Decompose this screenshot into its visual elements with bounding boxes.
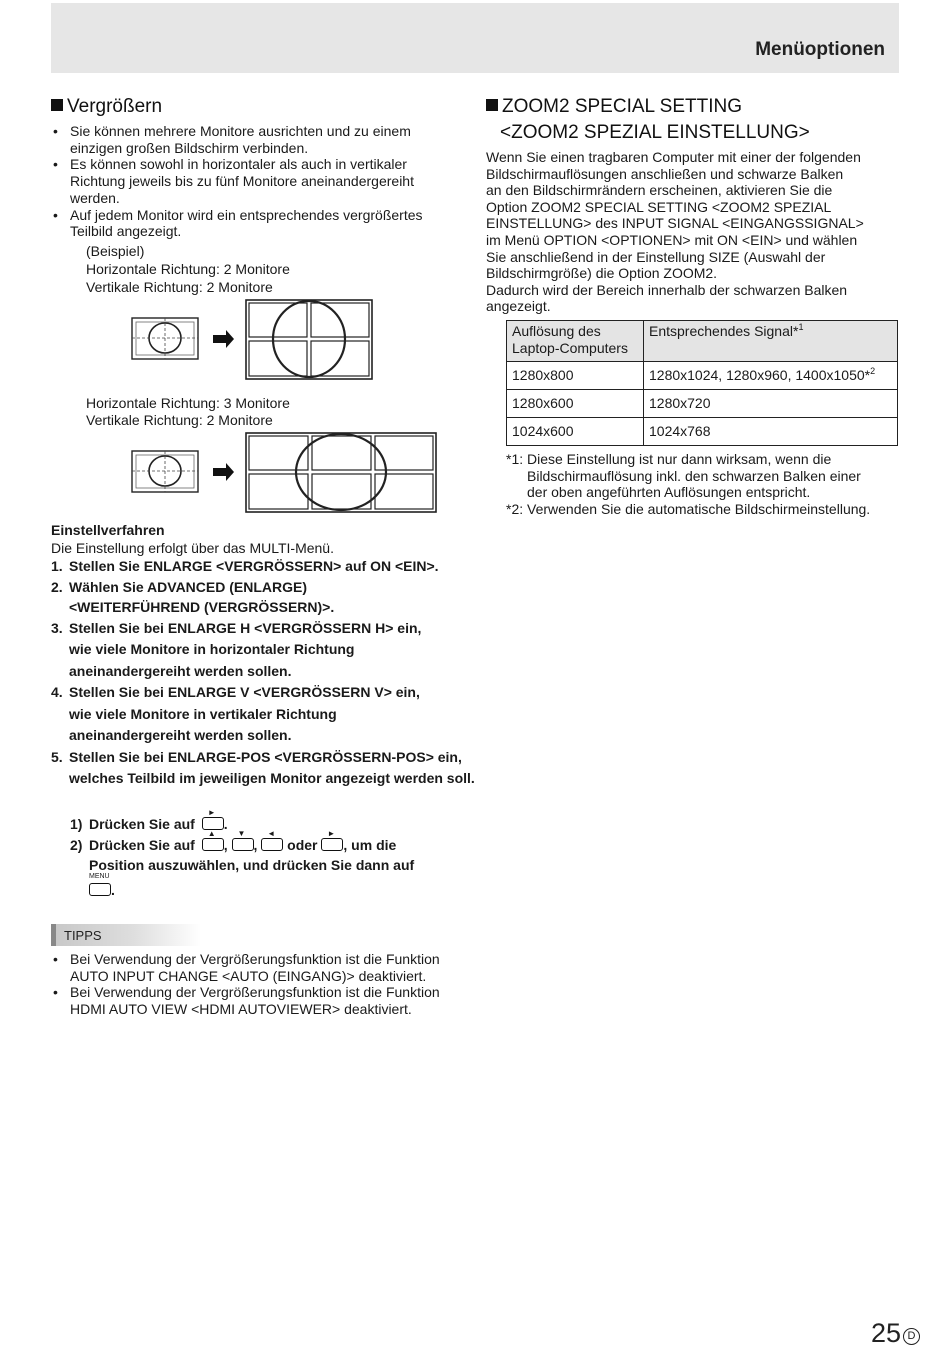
footnote-marker: *2: <box>506 500 524 517</box>
paragraph-line: Sie anschließend in der Einstellung SIZE (Auswahl der <box>486 248 826 265</box>
paragraph-line: Bildschirmgröße) die Option ZOOM2. <box>486 265 718 282</box>
footnote-line: Verwenden Sie die automatische Bildschirmeinstellung. <box>527 500 871 517</box>
square-bullet-icon <box>486 99 498 111</box>
tips-accent <box>51 924 56 946</box>
page-number-text: 25 <box>870 1318 901 1348</box>
page-number <box>871 1318 920 1349</box>
resolution-signal-table <box>506 320 898 446</box>
section-heading-enlarge <box>51 94 162 120</box>
section-heading-zoom2 <box>486 94 742 120</box>
footnote-mark: 1 <box>798 322 804 332</box>
example1-vertical: Vertikale Richtung: 2 Monitore <box>86 279 273 295</box>
procedure-substeps <box>70 808 415 899</box>
tips-label: TIPPS <box>64 928 102 943</box>
footnote-marker: *1: <box>506 451 524 467</box>
tips-list <box>51 951 471 1018</box>
header-line: Auflösung des <box>512 323 601 339</box>
paragraph-line: Wenn Sie einen tragbaren Computer mit einer der folgenden <box>486 149 861 165</box>
table-footnotes <box>506 451 870 517</box>
enlarge-2x2-diagram <box>130 298 375 382</box>
right-arrow-button-icon <box>321 829 343 851</box>
section-heading-text: Vergrößern <box>67 96 163 117</box>
list-item: • Bei Verwendung der Vergrößerungsfunktion ist die Funktion AUTO INPUT CHANGE <AUTO (EINGANG)> deaktiviert. <box>51 951 471 984</box>
table-row <box>507 418 898 446</box>
table-cell: 1024x600 <box>507 418 644 446</box>
substep-2-menu: MENU . <box>89 873 115 898</box>
table-cell <box>644 362 898 390</box>
paragraph-line: Option ZOOM2 SPECIAL SETTING <ZOOM2 SPEZIAL <box>486 198 832 215</box>
table-row <box>507 390 898 418</box>
substep-text: Drücken Sie auf <box>89 837 195 853</box>
substep-2-cont <box>70 856 414 875</box>
list-item: • Auf jedem Monitor wird ein entsprechendes vergrößertes Teilbild angezeigt. <box>51 207 451 240</box>
substep-or-text: oder <box>287 837 318 853</box>
down-arrow-button-icon <box>232 829 254 851</box>
substep-text: Position auszuwählen, und drücken Sie dann auf <box>89 857 415 873</box>
substep-2: 2) Drücken Sie auf ▲ , ▼ , ◄ oder ► , um die <box>70 829 397 853</box>
header-text: Entsprechendes Signal* <box>649 323 799 339</box>
procedure-step: 2. Wählen Sie ADVANCED (ENLARGE) <WEITERFÜHREND (VERGRÖSSERN)>. <box>51 578 335 615</box>
zoom2-description <box>486 149 864 315</box>
table-header-row <box>507 321 898 362</box>
paragraph-line: angezeigt. <box>486 298 551 315</box>
list-item: • Sie können mehrere Monitore ausrichten und zu einem einzigen großen Bildschirm verbinden. <box>51 123 451 156</box>
paragraph-line: Dadurch wird der Bereich innerhalb der schwarzen Balken <box>486 281 848 298</box>
language-mark-icon: D <box>903 1328 920 1345</box>
paragraph-line: Bildschirmauflösungen anschließen und schwarze Balken <box>486 165 844 182</box>
left-triangle-icon: ◄ <box>267 829 276 838</box>
procedure-title: Einstellverfahren <box>51 522 165 538</box>
down-triangle-icon: ▼ <box>237 829 246 838</box>
procedure-step: 4. Stellen Sie bei ENLARGE V <VERGRÖSSERN V> ein, wie viele Monitore in vertikaler Richtung aneinandergereiht werden sollen. <box>51 684 420 743</box>
table-row <box>507 362 898 390</box>
procedure-step-text: Stellen Sie ENLARGE <VERGRÖSSERN> auf ON <EIN>. <box>69 558 439 574</box>
table-cell: 1280x800 <box>507 362 644 390</box>
footnote <box>506 501 870 518</box>
example2-horizontal: Horizontale Richtung: 3 Monitore <box>86 395 290 411</box>
footnote-mark: 2 <box>870 366 876 376</box>
square-bullet-icon <box>51 99 63 111</box>
table-cell: 1280x720 <box>644 390 898 418</box>
procedure-step: 3. Stellen Sie bei ENLARGE H <VERGRÖSSERN H> ein, wie viele Monitore in horizontaler Richtung aneinandergereiht werden sollen. <box>51 619 422 679</box>
procedure-step: 1. Stellen Sie ENLARGE <VERGRÖSSERN> auf ON <EIN>. <box>51 558 439 574</box>
example-label: (Beispiel) <box>86 243 145 259</box>
page-header <box>51 3 899 73</box>
procedure-step-text: Wählen Sie ADVANCED (ENLARGE) <WEITERFÜHREND (VERGRÖSSERN)>. <box>69 578 335 615</box>
right-triangle-icon: ► <box>327 829 336 838</box>
list-item: • Es können sowohl in horizontaler als auch in vertikaler Richtung jeweils bis zu fünf Monitore aneinandergereiht werden. <box>51 156 451 206</box>
paragraph-line: an den Bildschirmrändern erscheinen, aktivieren Sie die <box>486 182 833 199</box>
substep-text: Drücken Sie auf <box>89 816 195 832</box>
footnote-line: Bildschirmauflösung inkl. den schwarzen Balken einer <box>527 467 861 484</box>
enlarge-bullet-list <box>51 123 451 240</box>
procedure-intro: Die Einstellung erfolgt über das MULTI-Menü. <box>51 540 334 556</box>
substep-text: , um die <box>343 837 397 853</box>
procedure-step: 5. Stellen Sie bei ENLARGE-POS <VERGRÖSSERN-POS> ein, welches Teilbild im jeweiligen Monitor angezeigt werden soll. <box>51 748 475 786</box>
example1-horizontal: Horizontale Richtung: 2 Monitore <box>86 261 290 277</box>
paragraph-line: EINSTELLUNG> des INPUT SIGNAL <EINGANGSSIGNAL> <box>486 215 864 232</box>
procedure-step-text: Stellen Sie bei ENLARGE V <VERGRÖSSERN V> ein, wie viele Monitore in vertikaler Richtung aneinandergereiht werden sollen. <box>69 684 420 743</box>
table-cell: 1024x768 <box>644 418 898 446</box>
list-item: • Bei Verwendung der Vergrößerungsfunktion ist die Funktion HDMI AUTO VIEW <HDMI AUTOVIEWER> deaktiviert. <box>51 984 471 1017</box>
footnote-line: der oben angeführten Auflösungen entspricht. <box>527 484 811 501</box>
table-header-cell <box>507 321 644 362</box>
procedure-steps <box>51 557 475 790</box>
procedure-step-text: Stellen Sie bei ENLARGE-POS <VERGRÖSSERN-POS> ein, welches Teilbild im jeweiligen Monitor angezeigt werden soll. <box>69 748 475 786</box>
table-header-cell <box>644 321 898 362</box>
enlarge-3x2-diagram <box>130 431 440 515</box>
procedure-step-text: Stellen Sie bei ENLARGE H <VERGRÖSSERN H> ein, wie viele Monitore in horizontaler Richtung aneinandergereiht werden sollen. <box>69 619 422 679</box>
paragraph-line: im Menü OPTION <OPTIONEN> mit ON <EIN> und wählen <box>486 231 858 248</box>
tips-label-bar <box>51 924 201 946</box>
up-triangle-icon: ▲ <box>207 829 216 838</box>
cell-text: 1280x1024, 1280x960, 1400x1050* <box>649 367 871 383</box>
footnote <box>506 451 870 501</box>
menu-button-label: MENU <box>89 873 110 880</box>
right-triangle-icon: ► <box>207 808 216 817</box>
table-cell: 1280x600 <box>507 390 644 418</box>
footnote-line: Diese Einstellung ist nur dann wirksam, wenn die <box>527 451 832 467</box>
example2-vertical: Vertikale Richtung: 2 Monitore <box>86 412 273 428</box>
left-arrow-button-icon <box>261 829 283 851</box>
header-line: Laptop-Computers <box>512 340 628 356</box>
page-title: Menüoptionen <box>755 39 885 60</box>
menu-button-icon <box>89 873 111 896</box>
substep-1: 1) Drücken Sie auf ► . <box>70 808 228 832</box>
section-subheading-zoom2: <ZOOM2 SPEZIAL EINSTELLUNG> <box>500 122 810 143</box>
section-heading-text: ZOOM2 SPECIAL SETTING <box>502 96 743 117</box>
up-arrow-button-icon <box>202 829 224 851</box>
